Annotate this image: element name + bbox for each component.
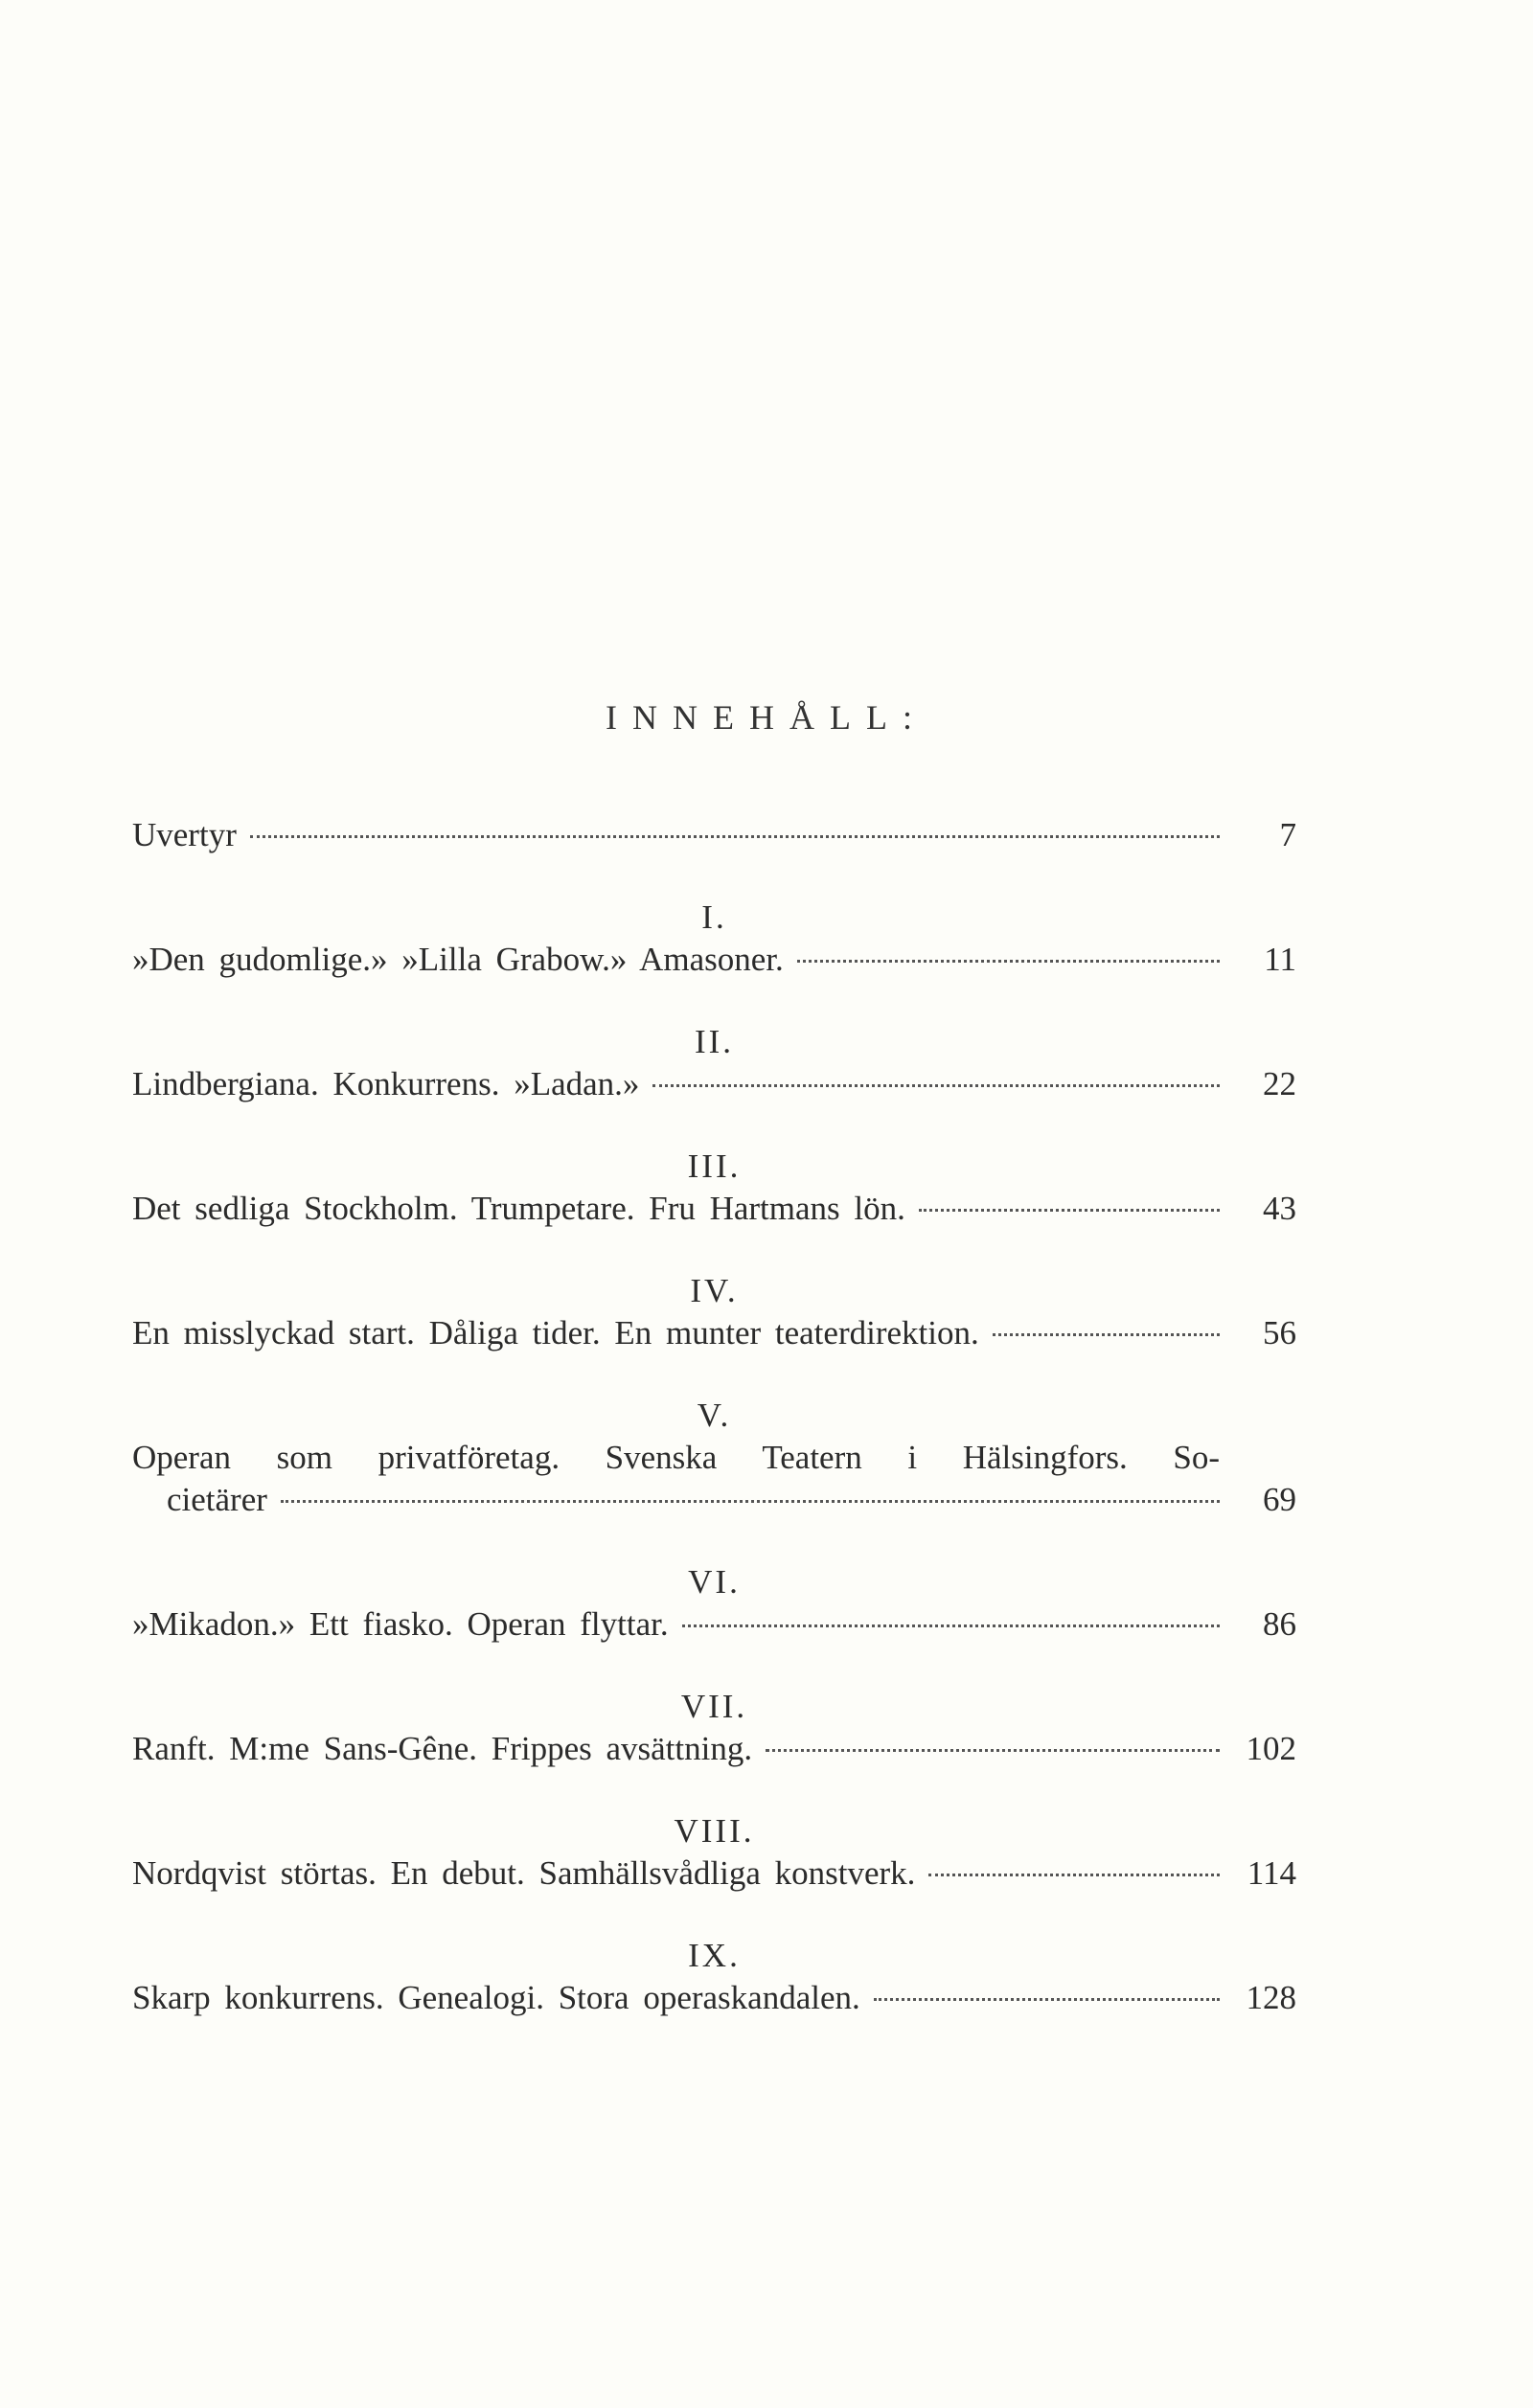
toc-entry-chapter-4[interactable] [132, 1312, 1296, 1354]
chapter-numeral: I. [701, 898, 727, 936]
entry-title-line-1[interactable]: Operan som privatföretag. Svenska Teatern i Hälsingfors. So- [132, 1439, 1220, 1476]
dot-leader [919, 1209, 1220, 1212]
toc-entry-chapter-7[interactable] [132, 1728, 1296, 1770]
entry-page: 7 [1279, 816, 1296, 853]
toc-entry-chapter-5[interactable] [132, 1479, 1296, 1521]
entry-title: »Mikadon.» Ett fiasko. Operan flyttar. [132, 1605, 669, 1643]
entry-title: Uvertyr [132, 816, 237, 853]
entry-title: Nordqvist störtas. En debut. Samhällsvådliga konstverk. [132, 1854, 916, 1892]
entry-page: 114 [1247, 1854, 1296, 1892]
entry-page: 69 [1263, 1481, 1296, 1518]
entry-page: 11 [1264, 941, 1296, 978]
dot-leader [797, 960, 1220, 963]
chapter-numeral: IV. [690, 1272, 739, 1309]
entry-page: 128 [1246, 1979, 1296, 2016]
entry-page: 22 [1263, 1065, 1296, 1102]
dot-leader [652, 1084, 1220, 1087]
dot-leader [993, 1333, 1220, 1336]
entry-page: 43 [1263, 1190, 1296, 1227]
entry-title: Det sedliga Stockholm. Trumpetare. Fru Hartmans lön. [132, 1190, 905, 1227]
chapter-numeral: VII. [680, 1688, 748, 1725]
entry-page: 102 [1246, 1730, 1296, 1767]
table-of-contents [132, 814, 1296, 2019]
toc-entry-chapter-3[interactable] [132, 1188, 1296, 1230]
toc-entry-chapter-2[interactable] [132, 1063, 1296, 1105]
entry-title: »Den gudomlige.» »Lilla Grabow.» Amasoner. [132, 941, 784, 978]
entry-page: 86 [1263, 1605, 1296, 1643]
chapter-numeral: VI. [688, 1563, 741, 1601]
entry-title: Skarp konkurrens. Genealogi. Stora operaskandalen. [132, 1979, 860, 2016]
page-title: INNEHÅLL: [606, 698, 927, 737]
dot-leader [766, 1749, 1220, 1752]
entry-title: En misslyckad start. Dåliga tider. En munter teaterdirektion. [132, 1314, 979, 1352]
dot-leader [281, 1500, 1220, 1503]
toc-entry-chapter-6[interactable] [132, 1603, 1296, 1646]
toc-entry-prelude[interactable] [132, 814, 1296, 856]
entry-title: Lindbergiana. Konkurrens. »Ladan.» [132, 1065, 640, 1102]
chapter-numeral: VIII. [674, 1812, 755, 1850]
toc-entry-chapter-9[interactable] [132, 1977, 1296, 2019]
entry-title: Ranft. M:me Sans-Gêne. Frippes avsättning. [132, 1730, 753, 1767]
entry-page: 56 [1263, 1314, 1296, 1352]
dot-leader [928, 1874, 1220, 1876]
dot-leader [874, 1998, 1220, 2001]
chapter-numeral: III. [687, 1147, 742, 1185]
dot-leader [682, 1624, 1220, 1627]
toc-entry-chapter-8[interactable] [132, 1852, 1296, 1895]
dot-leader [250, 835, 1220, 838]
chapter-numeral: II. [694, 1023, 735, 1060]
toc-entry-chapter-1[interactable] [132, 939, 1296, 981]
chapter-numeral: IX. [688, 1937, 741, 1974]
chapter-numeral: V. [697, 1397, 732, 1434]
entry-title-line-2: cietärer [167, 1481, 267, 1518]
